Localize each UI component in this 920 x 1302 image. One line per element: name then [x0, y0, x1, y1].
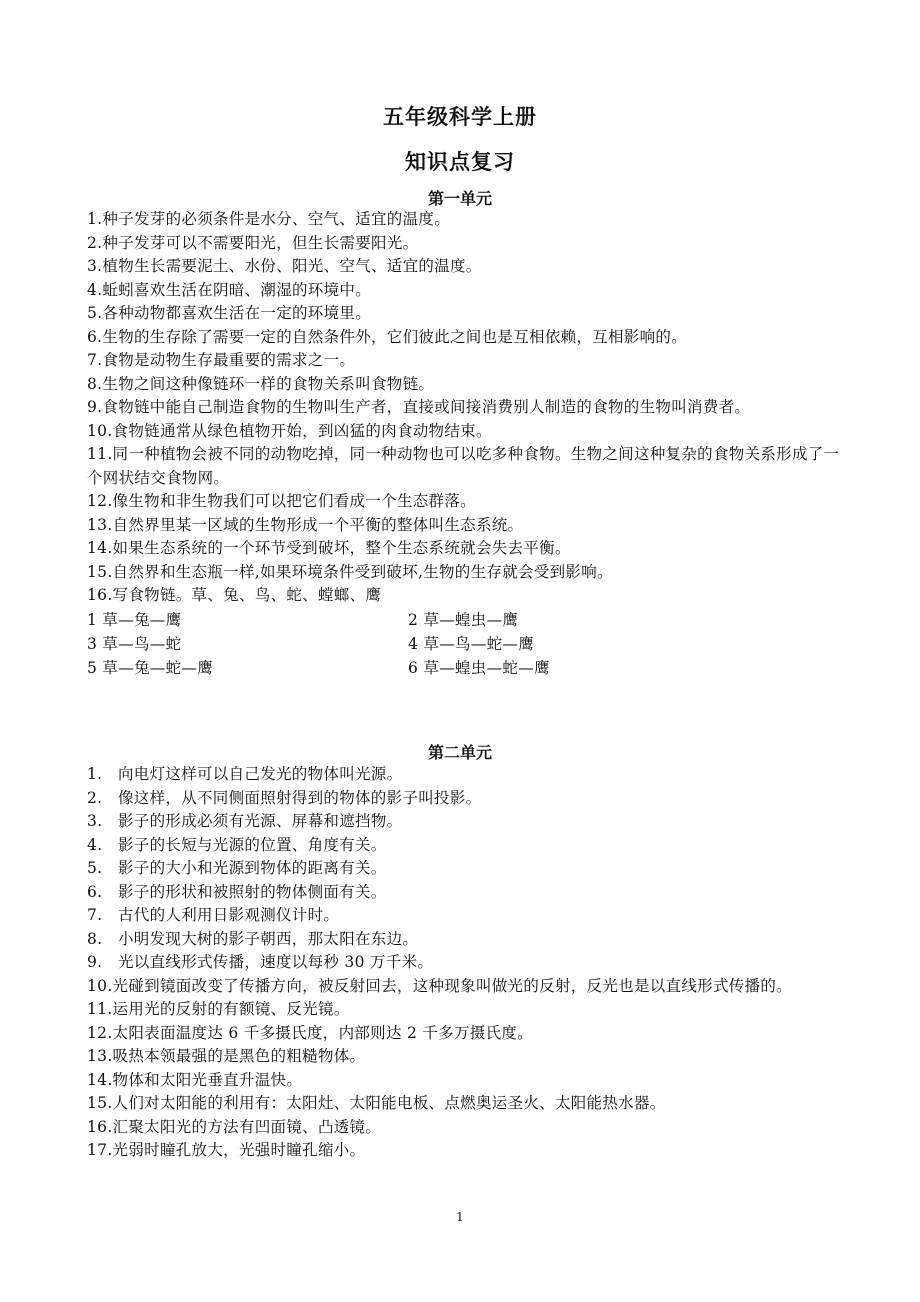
food-chain-row — [87, 632, 847, 656]
item-number: 6. — [87, 882, 103, 901]
list-item: 6.生物的生存除了需要一定的自然条件外，它们彼此之间也是互相依赖，互相影响的。 — [87, 327, 687, 346]
list-item: 9.食物链中能自己制造食物的生物叫生产者，直接或间接消费别人制造的食物的生物叫消费者。 — [87, 398, 751, 416]
item-text: 像这样，从不同侧面照射得到的物体的影子叫投影。 — [118, 788, 482, 807]
item-number: 2. — [87, 788, 103, 807]
item-number: 4. — [87, 835, 103, 854]
list-item: 10.食物链通常从绿色植物开始，到凶猛的肉食动物结束。 — [87, 421, 492, 440]
list-item: 16.汇聚太阳光的方法有凹面镜、凸透镜。 — [87, 1117, 382, 1136]
list-item — [87, 881, 847, 905]
unit2-heading: 第二单元 — [427, 743, 492, 762]
food-chain-row — [87, 608, 847, 632]
food-chain-row — [87, 656, 847, 680]
list-item: 12.太阳表面温度达 6 千多摄氏度，内部则达 2 千多万摄氏度。 — [87, 1023, 533, 1042]
item-number: 8. — [87, 929, 103, 948]
unit2-list — [87, 763, 847, 1163]
list-item: 12.像生物和非生物我们可以把它们看成一个生态群落。 — [87, 492, 476, 510]
food-chain: 1 草—兔—鹰 — [87, 610, 182, 629]
list-item — [87, 951, 847, 975]
food-chain: 6 草—蝗虫—蛇—鹰 — [408, 658, 550, 677]
list-item — [87, 904, 847, 928]
list-item: 16.写食物链。草、兔、鸟、蛇、螳螂、鹰 — [87, 586, 382, 604]
list-item: 1.种子发芽的必须条件是水分、空气、适宜的温度。 — [87, 210, 450, 228]
item-number: 5. — [87, 859, 103, 877]
page-number: 1 — [456, 1210, 464, 1224]
list-item: 13.吸热本领最强的是黑色的粗糙物体。 — [87, 1047, 366, 1065]
item-number: 9. — [87, 953, 103, 971]
item-number: 1. — [87, 765, 103, 783]
list-item: 11.同一种植物会被不同的动物吃掉，同一种动物也可以吃多种食物。生物之间这种复杂的食物关系形成了一个网状结交食物网。 — [87, 445, 840, 487]
food-chain: 2 草—蝗虫—鹰 — [408, 610, 519, 629]
list-item: 4.蚯蚓喜欢生活在阴暗、潮湿的环境中。 — [87, 280, 371, 299]
list-item: 3.植物生长需要泥土、水份、阳光、空气、适宜的温度。 — [87, 257, 482, 275]
food-chain: 5 草—兔—蛇—鹰 — [87, 658, 213, 677]
list-item: 14.如果生态系统的一个环节受到破坏，整个生态系统就会失去平衡。 — [87, 539, 571, 557]
item-text: 光以直线形式传播，速度以每秒 30 万千米。 — [118, 953, 434, 971]
unit1-list — [87, 208, 847, 680]
page-subtitle: 知识点复习 — [405, 150, 515, 174]
list-item — [87, 928, 847, 952]
list-item: 10.光碰到镜面改变了传播方向，被反射回去，这种现象叫做光的反射，反光也是以直线形式传播的。 — [87, 976, 792, 995]
page-title: 五年级科学上册 — [383, 105, 537, 129]
item-text: 影子的长短与光源的位置、角度有关。 — [118, 835, 387, 854]
list-item: 11.运用光的反射的有额镜、反光镜。 — [87, 1000, 350, 1018]
food-chain: 4 草—鸟—蛇—鹰 — [408, 634, 534, 653]
list-item: 2.种子发芽可以不需要阳光，但生长需要阳光。 — [87, 233, 419, 252]
item-text: 小明发现大树的影子朝西，那太阳在东边。 — [118, 929, 419, 948]
list-item — [87, 834, 847, 858]
list-item: 8.生物之间这种像链环一样的食物关系叫食物链。 — [87, 374, 435, 393]
list-item: 5.各种动物都喜欢生活在一定的环境里。 — [87, 304, 371, 322]
list-item — [87, 763, 847, 787]
item-number: 3. — [87, 812, 103, 830]
list-item: 15.自然界和生态瓶一样,如果环境条件受到破坏,生物的生存就会受到影响。 — [87, 562, 613, 581]
item-text: 影子的形成必须有光源、屏幕和遮挡物。 — [118, 812, 403, 830]
list-item — [87, 787, 847, 811]
food-chain: 3 草—鸟—蛇 — [87, 634, 182, 653]
item-text: 影子的形状和被照射的物体侧面有关。 — [118, 882, 387, 901]
item-text: 向电灯这样可以自己发光的物体叫光源。 — [118, 765, 403, 783]
list-item: 15.人们对太阳能的利用有：太阳灶、太阳能电板、点燃奥运圣火、太阳能热水器。 — [87, 1094, 666, 1112]
list-item: 14.物体和太阳光垂直升温快。 — [87, 1070, 303, 1089]
list-item — [87, 810, 847, 834]
list-item: 13.自然界里某一区域的生物形成一个平衡的整体叫生态系统。 — [87, 515, 524, 534]
item-number: 7. — [87, 906, 103, 924]
list-item: 17.光弱时瞳孔放大，光强时瞳孔缩小。 — [87, 1141, 366, 1159]
unit1-heading: 第一单元 — [427, 189, 492, 208]
item-text: 古代的人利用日影观测仪计时。 — [118, 906, 340, 924]
item-text: 影子的大小和光源到物体的距离有关。 — [118, 859, 387, 877]
list-item — [87, 857, 847, 881]
list-item: 7.食物是动物生存最重要的需求之一。 — [87, 351, 356, 369]
